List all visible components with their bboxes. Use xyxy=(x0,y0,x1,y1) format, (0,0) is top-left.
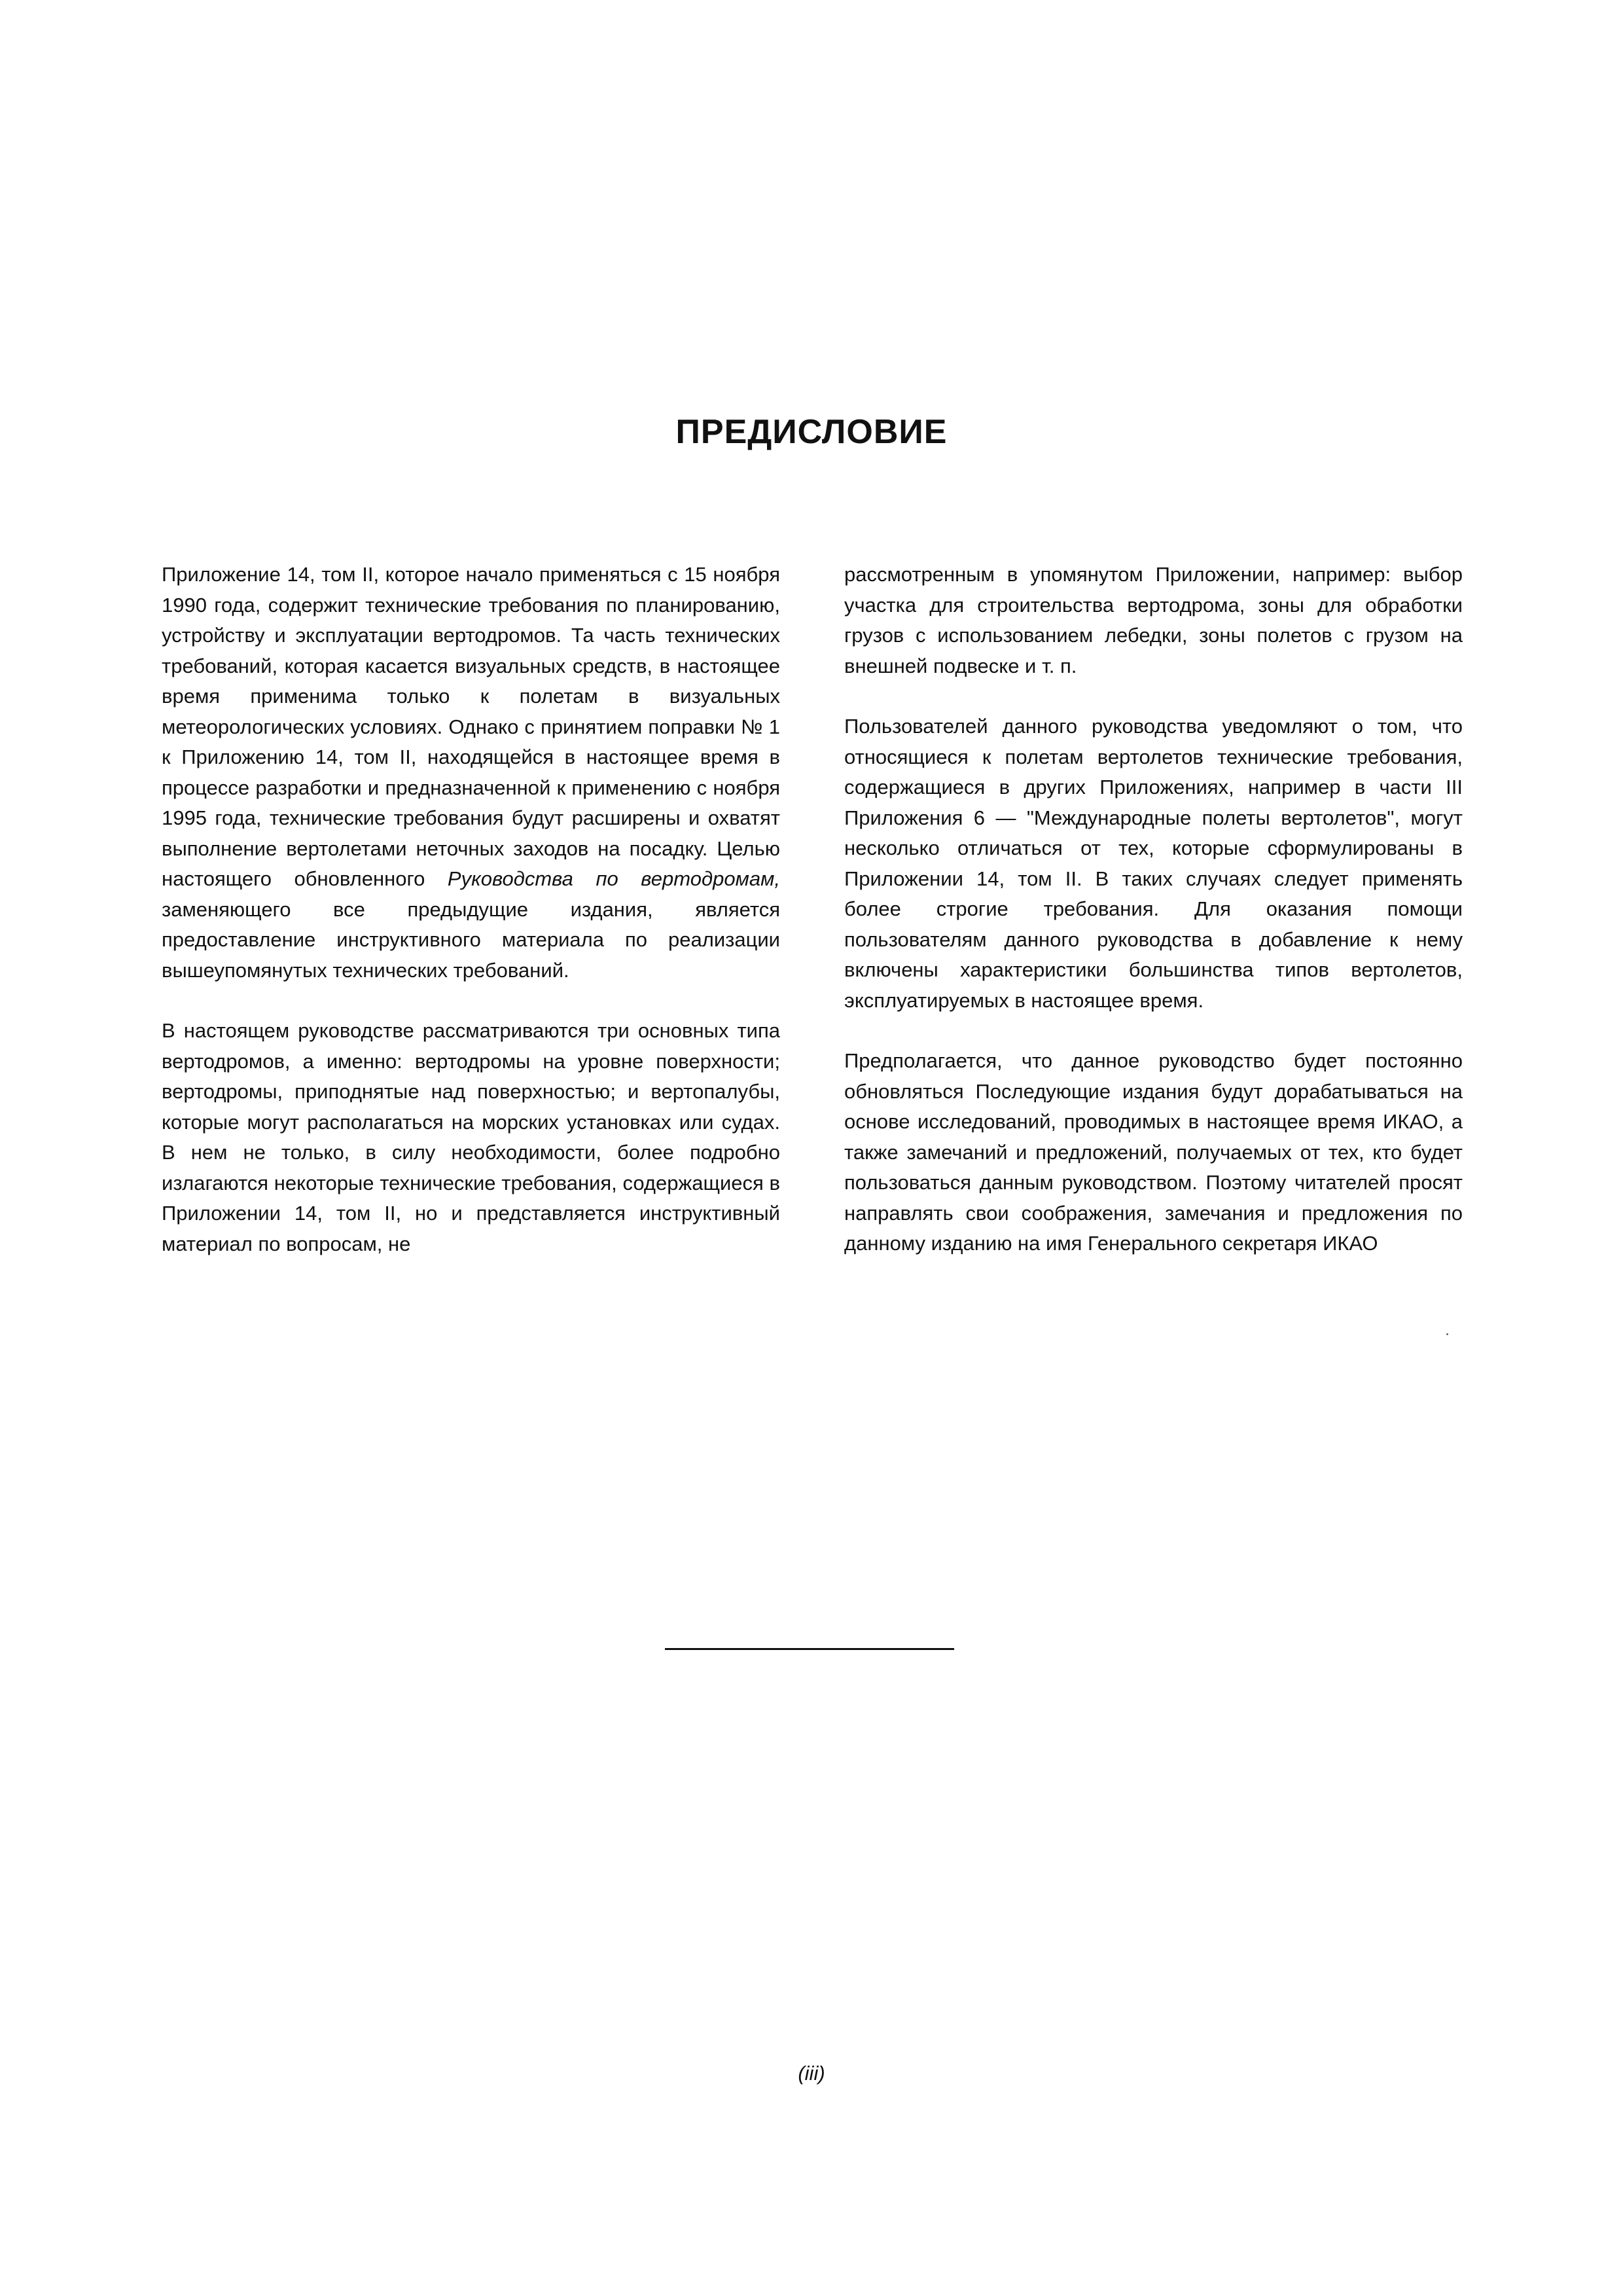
paragraph-heliport-types: В настоящем руководстве рассматриваются три основных типа вертодромов, а именно: вертодромы на уровне поверхности; вертодромы, приподнятые над поверхностью; и вертопалубы, которые могут располагаться на морских установках или судах. В нем не только, в силу необходимости, более подробно излагаются некоторые технические требования, содержащиеся в Приложении 14, том II, но и представляется инструктивный материал по вопросам, не xyxy=(162,1019,780,1255)
paragraph-text: Приложение 14, том II, которое начало применяться с 15 ноября 1990 года, содержит технические требования по планированию, устройству и эксплуатации вертодромов. Та часть технических требований, которая касается визуальных средств, в настоящее время применима только к полетам в визуальных метеорологических условиях. Однако с принятием поправки № 1 к Приложению 14, том II, находящейся в настоящее время в процессе разработки и предназначенной к применению с ноября 1995 года, технические требования будут расширены и охватят выполнение вертолетами неточных заходов на посадку. Целью настоящего обновленного xyxy=(162,563,780,890)
separator-rule xyxy=(665,1648,954,1650)
page-number: (iii) xyxy=(798,2062,825,2085)
paragraph-updates: Предполагается, что данное руководство будет постоянно обновляться Последующие издания будут дорабатываться на основе исследований, проводимых в настоящее время ИКАО, а также замечаний и предложений, получаемых от тех, кто будет пользоваться данным руководством. Поэтому читателей просят направлять свои соображения, замечания и предложения по данному изданию на имя Генерального секретаря ИКАО xyxy=(844,1049,1463,1255)
page-title: ПРЕДИСЛОВИЕ xyxy=(675,413,948,451)
left-column xyxy=(162,560,780,1289)
right-column xyxy=(844,560,1463,1289)
paragraph-continuation: рассмотренным в упомянутом Приложении, например: выбор участка для строительства вертодрома, зоны для обработки грузов с использованием лебедки, зоны полетов с грузом на внешней подвеске и т. п. xyxy=(844,563,1463,677)
paragraph-text: заменяющего все предыдущие издания, является предоставление инструктивного материала по реализации вышеупомянутых технических требований. xyxy=(162,897,780,982)
scan-speck xyxy=(1446,1333,1448,1335)
paragraph-other-annexes: Пользователей данного руководства уведомляют о том, что относящиеся к полетам вертолетов технические требования, содержащиеся в других Приложениях, например в части III Приложения 6 — "Международные полеты вертолетов", могут несколько отличаться от тех, которые сформулированы в Приложении 14, том II. В таких случаях следует применять более строгие требования. Для оказания помощи пользователям данного руководства в добавление к нему включены характеристики большинства типов вертолетов, эксплуатируемых в настоящее время. xyxy=(844,715,1463,1012)
manual-title-italic: Руководства по вертодромам, xyxy=(447,867,780,890)
paragraph-annex-overview xyxy=(162,560,780,986)
